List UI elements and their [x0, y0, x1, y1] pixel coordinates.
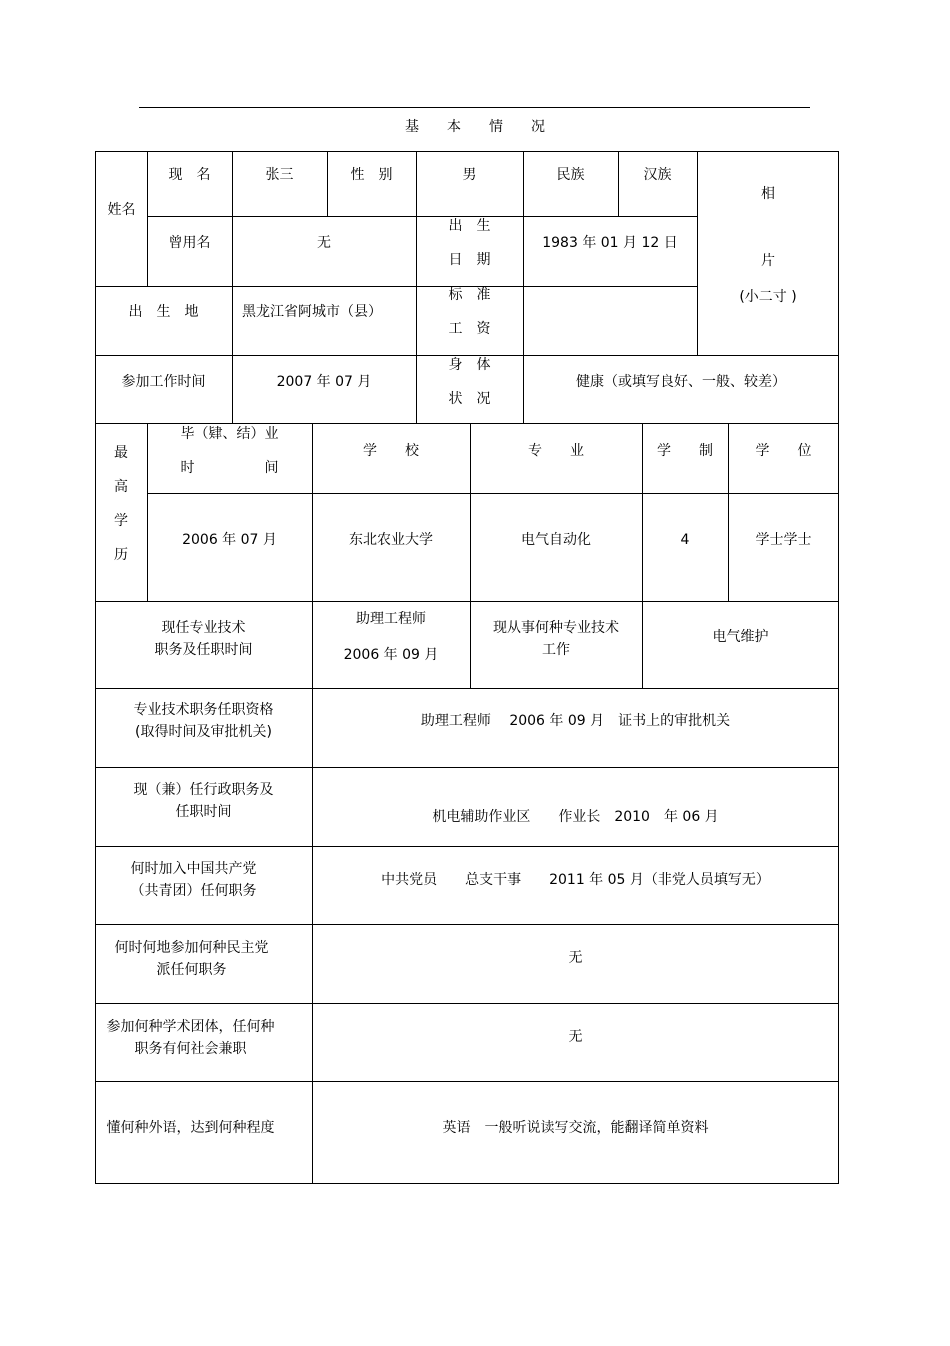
academic-label: 参加何种学术团体，任何种 职务有何社会兼职: [106, 1019, 275, 1057]
work-start-value: 2007 年 07 月: [276, 374, 372, 390]
duration-value: 4: [680, 532, 690, 548]
party-label: 何时加入中国共产党 （共青团）任何职务: [130, 861, 257, 899]
language-value: 英语 一般听说读写交流，能翻译简单资料: [442, 1120, 709, 1136]
form-title: 基 本 情 况: [405, 119, 545, 135]
degree-value: 学士学士: [755, 532, 812, 548]
school-value: 东北农业大学: [349, 532, 433, 548]
health-label: 身 体 状 况: [448, 357, 491, 407]
cur-work-label: 现从事何种专业技术 工作: [493, 620, 619, 658]
language-label: 懂何种外语，达到何种程度: [106, 1120, 275, 1136]
current-name-label: 现 名: [168, 167, 211, 183]
birth-date-value: 1983 年 01 月 12 日: [542, 235, 678, 251]
cur-work-value: 电气维护: [712, 629, 769, 645]
cur-title-label: 现任专业技术 职务及任职时间: [154, 620, 253, 658]
ethnicity-label: 民族: [556, 167, 585, 183]
former-name-label: 曾用名: [168, 235, 211, 251]
col-line: [642, 423, 643, 688]
dem-party-label: 何时何地参加何种民主党 派任何职务: [114, 940, 269, 978]
qualification-label: 专业技术职务任职资格 (取得时间及审批机关): [133, 702, 274, 740]
row-line: [95, 924, 839, 925]
degree-label: 学 位: [755, 443, 812, 459]
ethnicity-value: 汉族: [643, 167, 672, 183]
gender-label: 性 别: [350, 167, 393, 183]
row-line: [147, 493, 839, 494]
major-label: 专 业: [528, 443, 584, 459]
photo-label-1: 相: [761, 186, 775, 202]
health-value: 健康（或填写良好、一般、较差）: [576, 374, 786, 390]
education-label: 最 高 学 历: [114, 445, 128, 563]
photo-label-2: 片: [761, 253, 775, 269]
row-line: [95, 1003, 839, 1004]
gender-value: 男: [462, 167, 477, 183]
birthplace-label: 出 生 地: [128, 304, 199, 320]
former-name-value: 无: [317, 235, 331, 251]
name-label: 姓名: [107, 202, 136, 218]
birthplace-value: 黑龙江省阿城市（县）: [242, 304, 382, 320]
admin-post-value: 机电辅助作业区 作业长 2010 年 06 月: [432, 809, 719, 825]
qualification-value: 助理工程师 2006 年 09 月 证书上的审批机关: [420, 713, 731, 729]
party-value: 中共党员 总支干事 2011 年 05 月（非党人员填写无）: [381, 872, 770, 888]
duration-label: 学 制: [657, 443, 713, 459]
birth-date-label: 出 生 日 期: [448, 218, 491, 268]
photo-label-3: (小二寸 ): [739, 289, 797, 305]
admin-post-label: 现（兼）任行政职务及 任职时间: [133, 782, 274, 820]
grad-time-value: 2006 年 07 月: [182, 532, 277, 548]
major-value: 电气自动化: [521, 532, 591, 548]
academic-value: 无: [568, 1029, 583, 1045]
row-line: [95, 286, 697, 287]
grad-time-label: 毕（肄、结）业 时 间: [180, 426, 279, 476]
row-line: [95, 767, 839, 768]
current-name-value: 张三: [265, 167, 294, 183]
dem-party-value: 无: [568, 950, 583, 966]
row-line: [95, 688, 839, 689]
title-rule: [139, 107, 810, 108]
row-line: [95, 1081, 839, 1082]
school-label: 学 校: [363, 443, 419, 459]
standard-salary-label: 标 准 工 资: [448, 287, 491, 337]
row-line: [95, 601, 839, 602]
row-line: [95, 846, 839, 847]
cur-title-value: 助理工程师 2006 年 09 月: [343, 611, 439, 663]
work-start-label: 参加工作时间: [121, 374, 206, 390]
